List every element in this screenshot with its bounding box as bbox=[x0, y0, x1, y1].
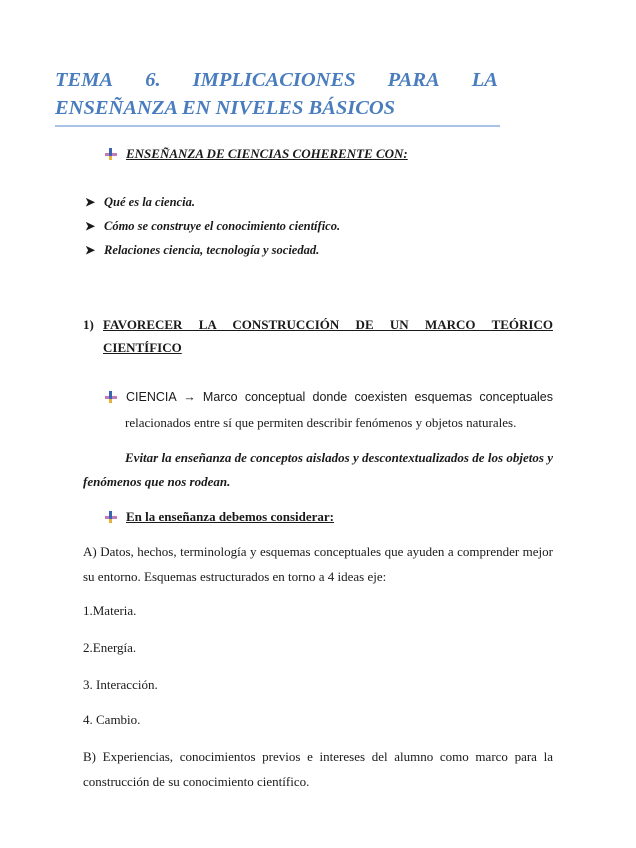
section-heading-line-1: FAVORECER LA CONSTRUCCIÓN DE UN MARCO TEÓRICO bbox=[103, 317, 553, 332]
plus-bullet-icon bbox=[105, 148, 117, 160]
section-1-heading bbox=[83, 313, 553, 359]
idea-item: 3. Interacción. bbox=[83, 677, 158, 692]
idea-item: 1.Materia. bbox=[83, 603, 137, 618]
list-item-text: Relaciones ciencia, tecnología y sociedad. bbox=[104, 242, 320, 257]
heading-ensenanza-coherente bbox=[105, 146, 408, 162]
title-word: PARA bbox=[387, 69, 440, 91]
idea-item: 2.Energía. bbox=[83, 640, 137, 655]
arrowhead-bullet-icon: ➤ bbox=[85, 218, 96, 233]
arrowhead-bullet-icon: ➤ bbox=[85, 242, 96, 257]
title-line-1 bbox=[55, 66, 498, 94]
ciencia-line-1: CIENCIA → Marco conceptual donde coexisten esquemas conceptuales bbox=[126, 390, 553, 404]
title-word: 6. bbox=[145, 69, 161, 91]
idea-item: 4. Cambio. bbox=[83, 712, 141, 727]
list-item bbox=[85, 214, 555, 238]
arrowhead-bullet-icon: ➤ bbox=[85, 194, 96, 209]
page-title bbox=[55, 66, 498, 122]
paragraph-a: A) Datos, hechos, terminología y esquemas conceptuales que ayuden a comprender mejor su entorno. Esquemas estructurados en torno a 4 ideas eje: bbox=[83, 544, 553, 584]
plus-bullet-icon bbox=[105, 511, 117, 523]
ciencia-line-2: relacionados entre sí que permiten describir fenómenos y objetos naturales. bbox=[125, 415, 517, 430]
plus-bullet-icon bbox=[105, 391, 117, 403]
heading-text: En la enseñanza debemos considerar: bbox=[126, 509, 334, 524]
title-word: IMPLICACIONES bbox=[192, 69, 356, 91]
list-item bbox=[85, 190, 555, 214]
list-item-text: Cómo se construye el conocimiento científico. bbox=[104, 218, 341, 233]
ciencia-definition bbox=[105, 384, 553, 436]
title-underline-rule bbox=[55, 125, 500, 127]
section-heading-line-2: CIENTÍFICO bbox=[103, 340, 182, 355]
arrow-bullet-list bbox=[85, 190, 555, 262]
paragraph-b: B) Experiencias, conocimientos previos e intereses del alumno como marco para la construcción de su conocimiento científico. bbox=[83, 749, 553, 789]
title-word: LA bbox=[471, 69, 498, 91]
heading-debemos-considerar bbox=[105, 509, 334, 525]
heading-text: ENSEÑANZA DE CIENCIAS COHERENTE CON: bbox=[126, 146, 408, 161]
list-item bbox=[85, 238, 555, 262]
title-word: TEMA bbox=[55, 69, 114, 91]
title-line-2: ENSEÑANZA EN NIVELES BÁSICOS bbox=[55, 97, 396, 119]
evitar-paragraph: Evitar la enseñanza de conceptos aislados y descontextualizados de los objetos y fenómenos que nos rodean. bbox=[83, 450, 553, 489]
section-number: 1) bbox=[83, 317, 94, 332]
list-item-text: Qué es la ciencia. bbox=[104, 194, 195, 209]
